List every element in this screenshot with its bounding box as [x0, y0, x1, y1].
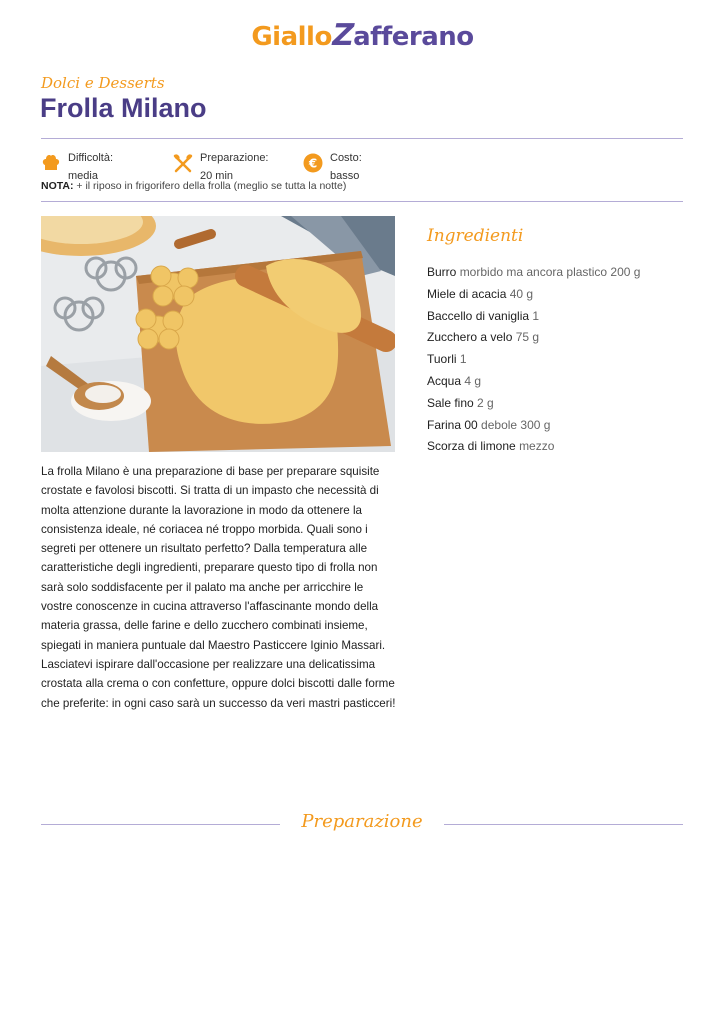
- preparation-heading: Preparazione: [301, 811, 423, 832]
- site-logo[interactable]: [0, 10, 725, 60]
- recipe-description: La frolla Milano è una preparazione di base per preparare squisite crostate e favolosi biscotti. Si tratta di un impasto che necessità di molta attenzione durante la lavorazione in modo da ottenere la consistenza ideale, né coriacea né troppo morbida. Quali sono i segreti per ottenere un risultato perfetto? Dalla temperatura alle caratteristiche degli ingredienti, preparare questo tipo di frolla non sarà solo soddisfacente per il palato ma anche per arricchire le vostre conoscenze in cucina attraverso l'affascinante mondo della materia grassa, delle farine e dello zucchero combinati insieme, spiegati in maniera puntuale dal Maestro Pasticcere Iginio Massari. Lasciatevi ispirare dall'occasione per realizzare una delicatissima crostata alla crema o con confetture, oppure dolci biscotti dalle forme che preferite: in ogni caso sarà un successo da veri mastri pasticceri!: [41, 465, 396, 710]
- ingredient-name: Scorza di limone: [427, 439, 516, 454]
- meta-preparation: [173, 151, 269, 182]
- svg-text:€: €: [308, 156, 318, 171]
- ingredient-name: Zucchero a velo: [427, 330, 513, 345]
- ingredient-qty: 75 g: [515, 330, 540, 345]
- chef-hat-icon: [41, 153, 61, 173]
- logo-text-afferano: afferano: [353, 22, 474, 52]
- euro-coin-icon: [303, 153, 323, 173]
- ingredient-qty: mezzo: [519, 439, 555, 454]
- ingredient-qty: debole 300 g: [481, 417, 551, 432]
- ingredient-name: Baccello di vaniglia: [427, 308, 530, 323]
- meta-cost: [303, 151, 362, 182]
- logo-text-giallo: Giallo: [251, 22, 332, 52]
- ingredient-qty: 1: [459, 352, 467, 367]
- preparation-rule-left: [41, 824, 280, 825]
- ingredient-item: [427, 415, 640, 437]
- whisk-spoon-icon: [173, 153, 193, 173]
- ingredient-item: [427, 349, 640, 371]
- note-label: NOTA:: [41, 180, 74, 192]
- ingredient-qty: 2 g: [477, 395, 494, 410]
- ingredient-item: [427, 436, 640, 458]
- page-title: Frolla Milano: [40, 93, 207, 123]
- ingredient-item: [427, 371, 640, 393]
- ingredient-qty: 40 g: [509, 286, 534, 301]
- ingredient-item: [427, 327, 640, 349]
- ingredient-name: Acqua: [427, 373, 462, 388]
- recipe-photo: [41, 216, 395, 452]
- meta-divider: [41, 201, 683, 202]
- ingredient-item: [427, 393, 640, 415]
- ingredient-name: Miele di acacia: [427, 286, 507, 301]
- ingredient-qty: 4 g: [464, 373, 482, 388]
- preparation-value: 20 min: [200, 170, 234, 182]
- ingredients-list: [427, 262, 640, 458]
- ingredient-name: Sale fino: [427, 395, 474, 410]
- ingredient-name: Burro: [427, 265, 457, 279]
- recipe-note: [41, 180, 346, 192]
- ingredient-name: Farina 00: [427, 417, 478, 432]
- ingredient-name: Tuorli: [427, 352, 457, 367]
- cost-label: Costo:: [330, 152, 362, 164]
- ingredients-heading: Ingredienti: [427, 226, 524, 246]
- difficulty-label: Difficoltà:: [68, 152, 114, 164]
- meta-difficulty: [41, 151, 113, 182]
- recipe-category: Dolci e Desserts: [41, 74, 165, 92]
- ingredient-item: [427, 284, 640, 306]
- note-text: + il riposo in frigorifero della frolla (meglio se tutta la notte): [76, 180, 347, 192]
- preparation-label: Preparazione:: [200, 152, 269, 164]
- difficulty-value: media: [68, 170, 98, 182]
- ingredient-item: [427, 262, 640, 284]
- header-divider: [41, 138, 683, 139]
- ingredient-qty: morbido ma ancora plastico 200 g: [459, 265, 641, 279]
- preparation-rule-right: [444, 824, 683, 825]
- logo-z-mark: Z: [328, 18, 357, 53]
- ingredient-item: [427, 306, 640, 328]
- ingredient-qty: 1: [532, 308, 540, 323]
- cost-value: basso: [330, 170, 360, 182]
